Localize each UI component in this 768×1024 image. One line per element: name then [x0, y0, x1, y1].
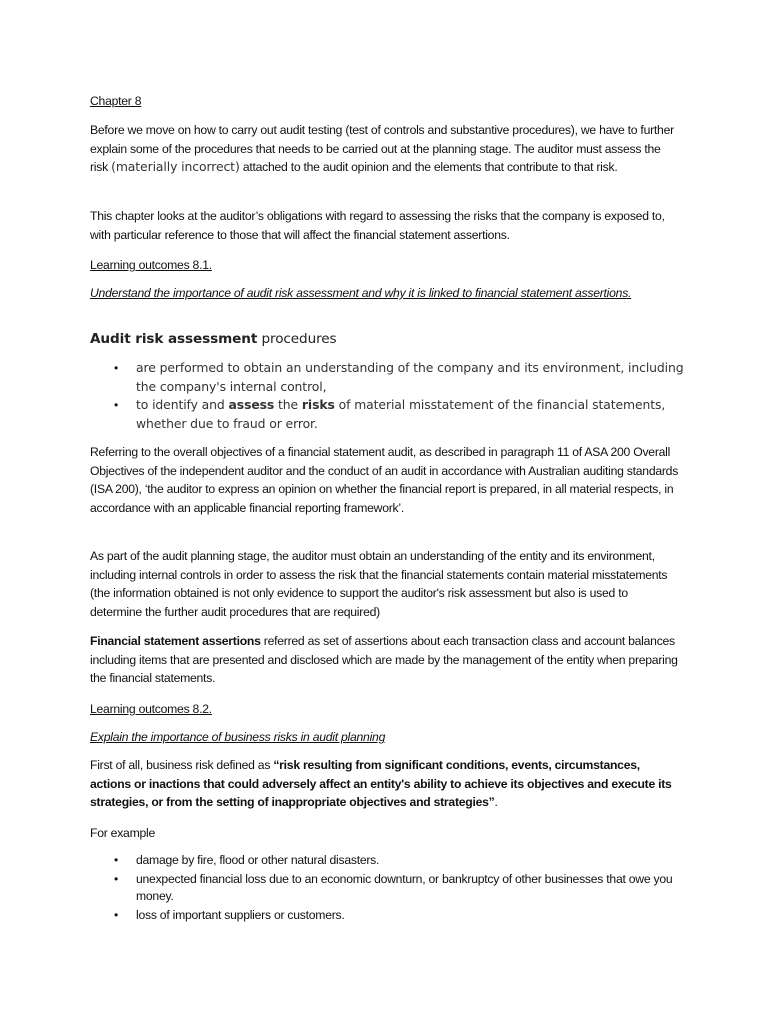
business-risk-paragraph — [90, 756, 680, 812]
intro-text-1: Before we move on how to carry out audit testing (test of controls and substantive procedures), we have to further explain some of the procedures that needs to be carried out at the planning stage. The auditor must assess the risk — [90, 123, 674, 175]
risk-bullet-2-risks: risks — [301, 397, 335, 412]
example-item-1: damage by fire, flood or other natural disasters. — [136, 853, 380, 867]
business-risk-pre: First of all, business risk defined as — [90, 758, 274, 772]
bullet-icon: • — [114, 872, 119, 886]
risk-bullet-1: are performed to obtain an understanding of the company and its environment, including the company's internal control, — [136, 360, 684, 394]
learning-outcome-1-heading: Learning outcomes 8.1. — [90, 258, 212, 272]
intro-text-3: attached to the audit opinion and the elements that contribute to that risk. — [239, 160, 618, 175]
risk-heading-bold: Audit risk assessment — [90, 331, 258, 347]
risk-assessment-heading — [90, 330, 680, 349]
risk-bullet-2 — [136, 396, 686, 433]
assertions-paragraph — [90, 632, 680, 688]
risk-bullet-2-pre: to identify and — [136, 397, 229, 412]
risk-bullet-2-post: of material misstatement of the financial statements, whether due to fraud or error. — [136, 397, 666, 431]
risk-heading-rest: procedures — [257, 331, 337, 347]
chapter-title: Chapter 8 — [90, 94, 142, 108]
bullet-icon: • — [114, 361, 119, 375]
example-item-2: unexpected financial loss due to an economic downturn, or bankruptcy of other businesses that owe you money. — [136, 872, 673, 903]
planning-paragraph: As part of the audit planning stage, the auditor must obtain an understanding of the entity and its environment, including internal controls in order to assess the risk that the financial statements contain material misstatements (the information obtained is not only evidence to support the auditor's risk assessment but also is used to determine the further audit procedures that are required) — [90, 549, 668, 619]
risk-bullet-2-mid: the — [274, 397, 302, 412]
business-risk-post: . — [494, 795, 498, 810]
learning-outcome-1-objective: Understand the importance of audit risk assessment and why it is linked to financial statement assertions. — [90, 286, 632, 300]
bullet-icon: • — [114, 908, 119, 922]
example-item-3: loss of important suppliers or customers. — [136, 908, 345, 922]
intro-text-2: (materially incorrect) — [111, 159, 240, 175]
assertions-rest: referred as set of assertions about each transaction class and account balances including items that are presented and disclosed which are made by the management of the entity when preparing the financial statements. — [90, 634, 678, 686]
chapter-paragraph: This chapter looks at the auditor’s obligations with regard to assessing the risks that the company is exposed to, with particular reference to those that will affect the financial statement assertions. — [90, 209, 665, 242]
business-risk-definition: “risk resulting from significant conditions, events, circumstances, actions or inactions that could adversely affect an entity's ability to achieve its objectives and execute its strategies, or from the setting of inappropriate objectives and strategies” — [90, 758, 672, 810]
bullet-icon: • — [114, 853, 119, 867]
learning-outcome-2-heading: Learning outcomes 8.2. — [90, 702, 212, 716]
asa-paragraph: Referring to the overall objectives of a financial statement audit, as described in paragraph 11 of ASA 200 Overall Objectives of the independent auditor and the conduct of an audit in accordance with Australian auditing standards (ISA 200), ‘the auditor to express an opinion on whether the financial report is prepared, in all material respects, in accordance with an applicable financial reporting framework’. — [90, 445, 679, 515]
assertions-bold: Financial statement assertions — [90, 634, 261, 648]
bullet-icon: • — [114, 398, 119, 412]
intro-paragraph — [90, 121, 680, 177]
risk-bullet-2-assess: assess — [228, 397, 275, 412]
learning-outcome-2-objective: Explain the importance of business risks in audit planning — [90, 730, 386, 744]
for-example-label: For example — [90, 826, 155, 840]
